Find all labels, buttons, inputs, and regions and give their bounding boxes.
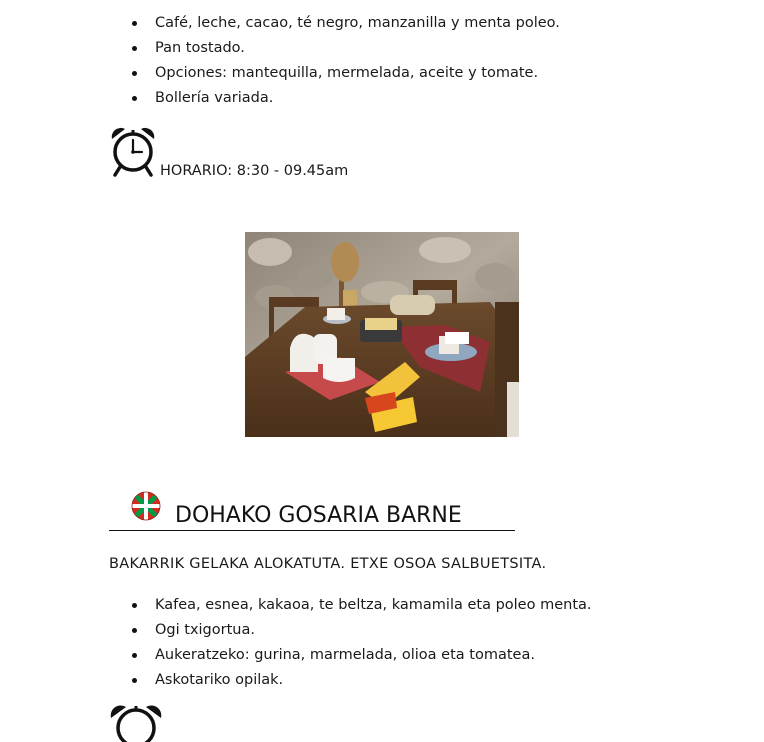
- breakfast-table-photo: [245, 232, 519, 437]
- list-item: Ogi txigortua.: [132, 618, 592, 643]
- list-item: Café, leche, cacao, té negro, manzanilla y menta poleo.: [132, 11, 560, 36]
- list-item: Aukeratzeko: gurina, marmelada, olioa eta tomatea.: [132, 643, 592, 668]
- list-item: Kafea, esnea, kakaoa, te beltza, kamamila eta poleo menta.: [132, 593, 592, 618]
- schedule-text: HORARIO: 8:30 - 09.45am: [160, 163, 349, 179]
- list-item: Askotariko opilak.: [132, 668, 592, 693]
- breakfast-list-eu: [132, 593, 592, 693]
- breakfast-list-es: [132, 11, 560, 111]
- ikurrina-flag-icon: [131, 491, 161, 521]
- section-subline: BAKARRIK GELAKA ALOKATUTA. ETXE OSOA SALBUETSITA.: [109, 556, 547, 572]
- alarm-clock-icon: [108, 702, 164, 742]
- section-heading: DOHAKO GOSARIA BARNE: [175, 503, 462, 528]
- list-item: Pan tostado.: [132, 36, 560, 61]
- heading-underline: [109, 530, 515, 531]
- alarm-clock-icon: [108, 125, 158, 179]
- list-item: Bollería variada.: [132, 86, 560, 111]
- list-item: Opciones: mantequilla, mermelada, aceite y tomate.: [132, 61, 560, 86]
